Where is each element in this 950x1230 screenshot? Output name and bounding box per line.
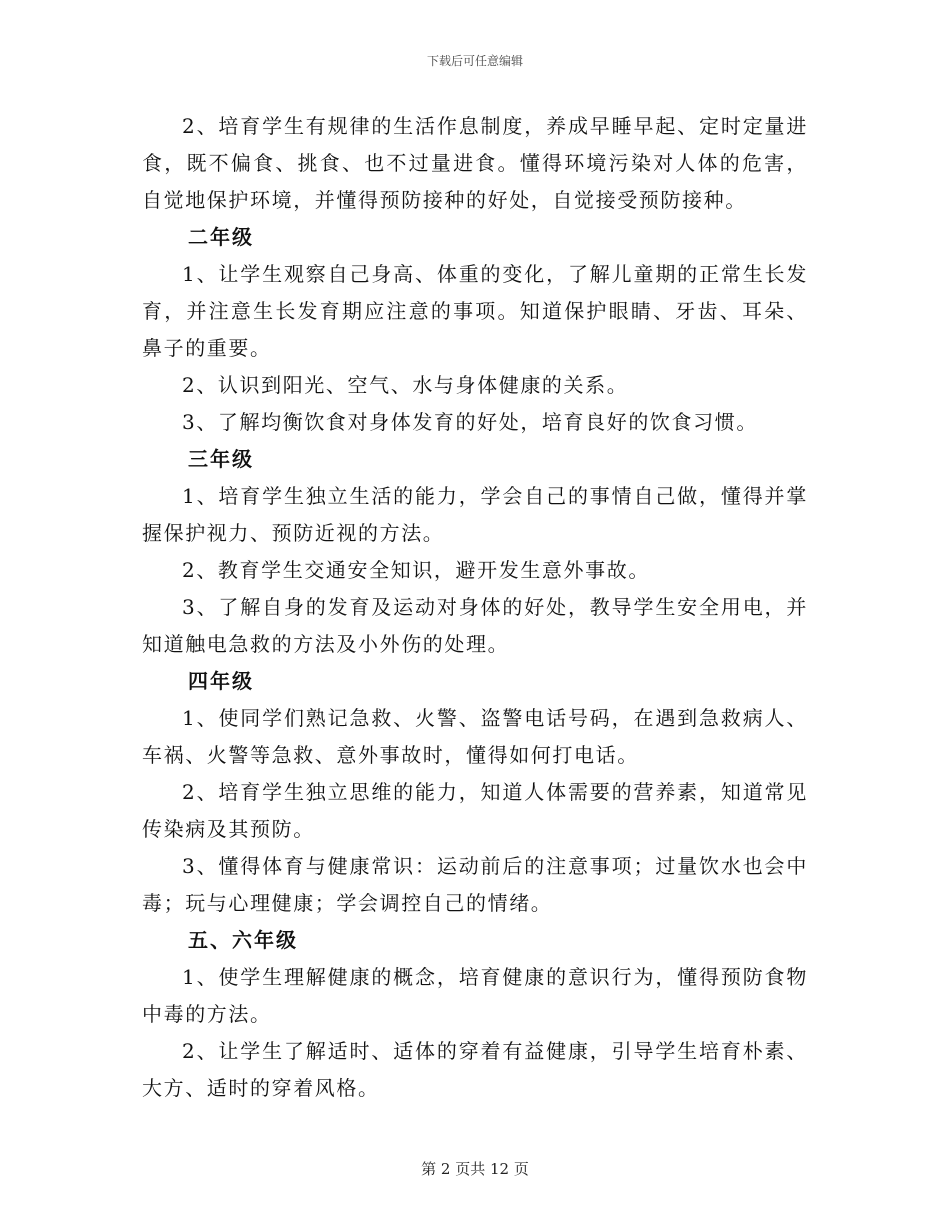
document-body [142, 108, 808, 1107]
section-heading-grade-3: 三年级 [188, 447, 254, 471]
paragraph: 1、使同学们熟记急救、火警、盗警电话号码，在遇到急救病人、车祸、火警等急救、意外事故时，懂得如何打电话。 [142, 706, 808, 767]
paragraph: 1、让学生观察自己身高、体重的变化，了解儿童期的正常生长发育，并注意生长发育期应注意的事项。知道保护眼睛、牙齿、耳朵、鼻子的重要。 [142, 262, 808, 360]
section-heading-grade-2: 二年级 [188, 225, 254, 249]
paragraph: 3、了解自身的发育及运动对身体的好处，教导学生安全用电，并知道触电急救的方法及小外伤的处理。 [142, 595, 808, 656]
paragraph: 2、认识到阳光、空气、水与身体健康的关系。 [182, 373, 629, 397]
paragraph: 3、了解均衡饮食对身体发育的好处，培育良好的饮食习惯。 [182, 410, 758, 434]
section-heading-grade-5-6: 五、六年级 [188, 928, 298, 952]
section-heading-grade-4: 四年级 [188, 669, 254, 693]
paragraph: 1、使学生理解健康的概念，培育健康的意识行为，懂得预防食物中毒的方法。 [142, 965, 808, 1026]
paragraph: 2、教育学生交通安全知识，避开发生意外事故。 [182, 558, 650, 582]
page-footer: 第 2 页共 12 页 [421, 1160, 529, 1178]
paragraph: 2、让学生了解适时、适体的穿着有益健康，引导学生培育朴素、大方、适时的穿着风格。 [142, 1039, 808, 1100]
paragraph: 2、培育学生有规律的生活作息制度，养成早睡早起、定时定量进食，既不偏食、挑食、也不过量进食。懂得环境污染对人体的危害，自觉地保护环境，并懂得预防接种的好处，自觉接受预防接种。 [142, 114, 808, 212]
paragraph: 1、培育学生独立生活的能力，学会自己的事情自己做，懂得并掌握保护视力、预防近视的方法。 [142, 484, 808, 545]
paragraph: 2、培育学生独立思维的能力，知道人体需要的营养素，知道常见传染病及其预防。 [142, 780, 808, 841]
page-header: 下载后可任意编辑 [426, 54, 523, 68]
paragraph: 3、懂得体育与健康常识：运动前后的注意事项；过量饮水也会中毒；玩与心理健康；学会调控自己的情绪。 [142, 854, 808, 915]
